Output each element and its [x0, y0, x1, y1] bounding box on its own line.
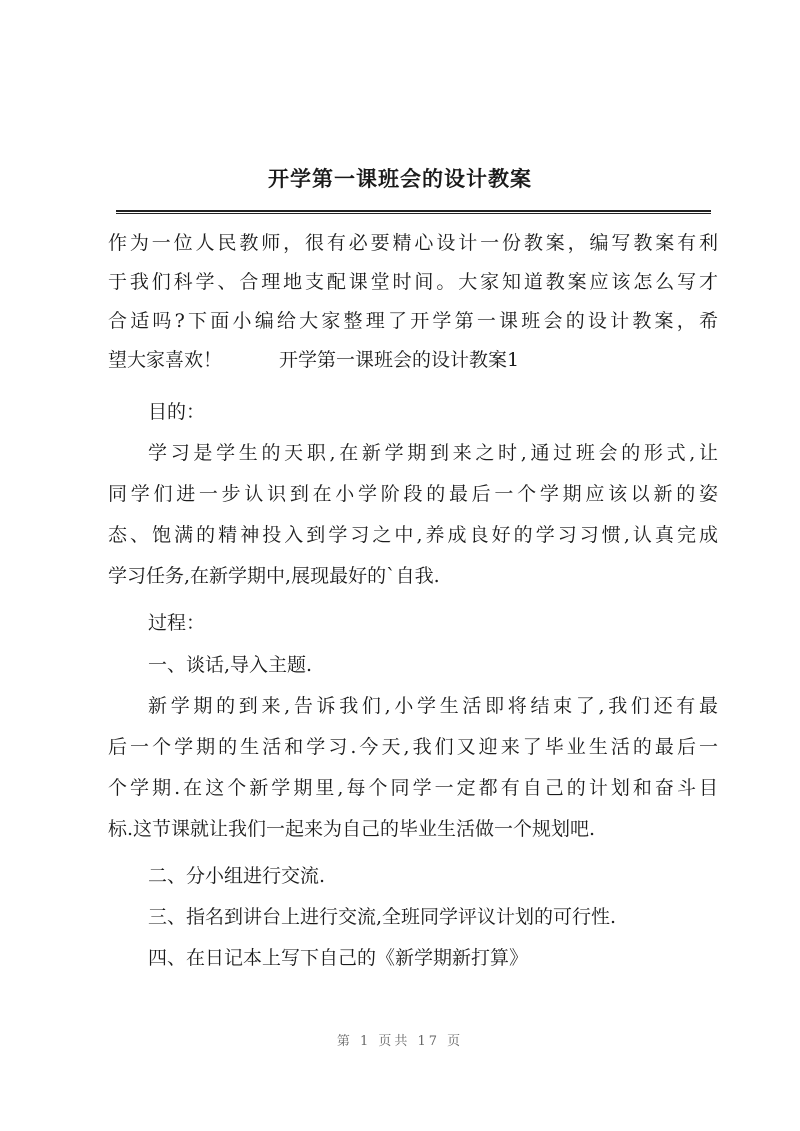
- text-line: 于我们科学、合理地支配课堂时间。大家知道教案应该怎么写才: [108, 271, 718, 293]
- title-divider: [116, 210, 711, 214]
- text-line: 后一个学期的生活和学习.今天,我们又迎来了毕业生活的最后一: [108, 736, 718, 758]
- text-line: 态、饱满的精神投入到学习之中,养成良好的学习习惯,认真完成: [108, 524, 718, 546]
- text-line: 作为一位人民教师，很有必要精心设计一份教案，编写教案有利: [108, 232, 718, 254]
- text-line: 学习任务,在新学期中,展现最好的`自我.: [108, 565, 440, 587]
- text-line: 望大家喜欢！ 开学第一课班会的设计教案1: [108, 349, 520, 371]
- text-line: 目的：: [148, 401, 206, 423]
- text-line: 合适吗?下面小编给大家整理了开学第一课班会的设计教案，希: [108, 310, 718, 332]
- text-line: 三、指名到讲台上进行交流,全班同学评议计划的可行性.: [148, 906, 617, 928]
- text-line: 四、在日记本上写下自己的《新学期新打算》: [148, 947, 529, 969]
- text-line: 标.这节课就让我们一起来为自己的毕业生活做一个规划吧.: [108, 818, 596, 840]
- text-line: 过程：: [148, 612, 206, 634]
- text-line: 二、分小组进行交流.: [148, 865, 326, 887]
- text-line: 新学期的到来,告诉我们,小学生活即将结束了,我们还有最: [148, 695, 718, 717]
- text-line: 一、谈话,导入主题.: [148, 654, 313, 676]
- text-line: 同学们进一步认识到在小学阶段的最后一个学期应该以新的姿: [108, 483, 718, 505]
- page-number: 第 1 页共 17 页: [336, 1034, 464, 1049]
- text-line: 学习是学生的天职,在新学期到来之时,通过班会的形式,让: [148, 442, 718, 464]
- page-title: 开学第一课班会的设计教案: [268, 166, 532, 191]
- text-line: 个学期.在这个新学期里,每个同学一定都有自己的计划和奋斗目: [108, 777, 718, 799]
